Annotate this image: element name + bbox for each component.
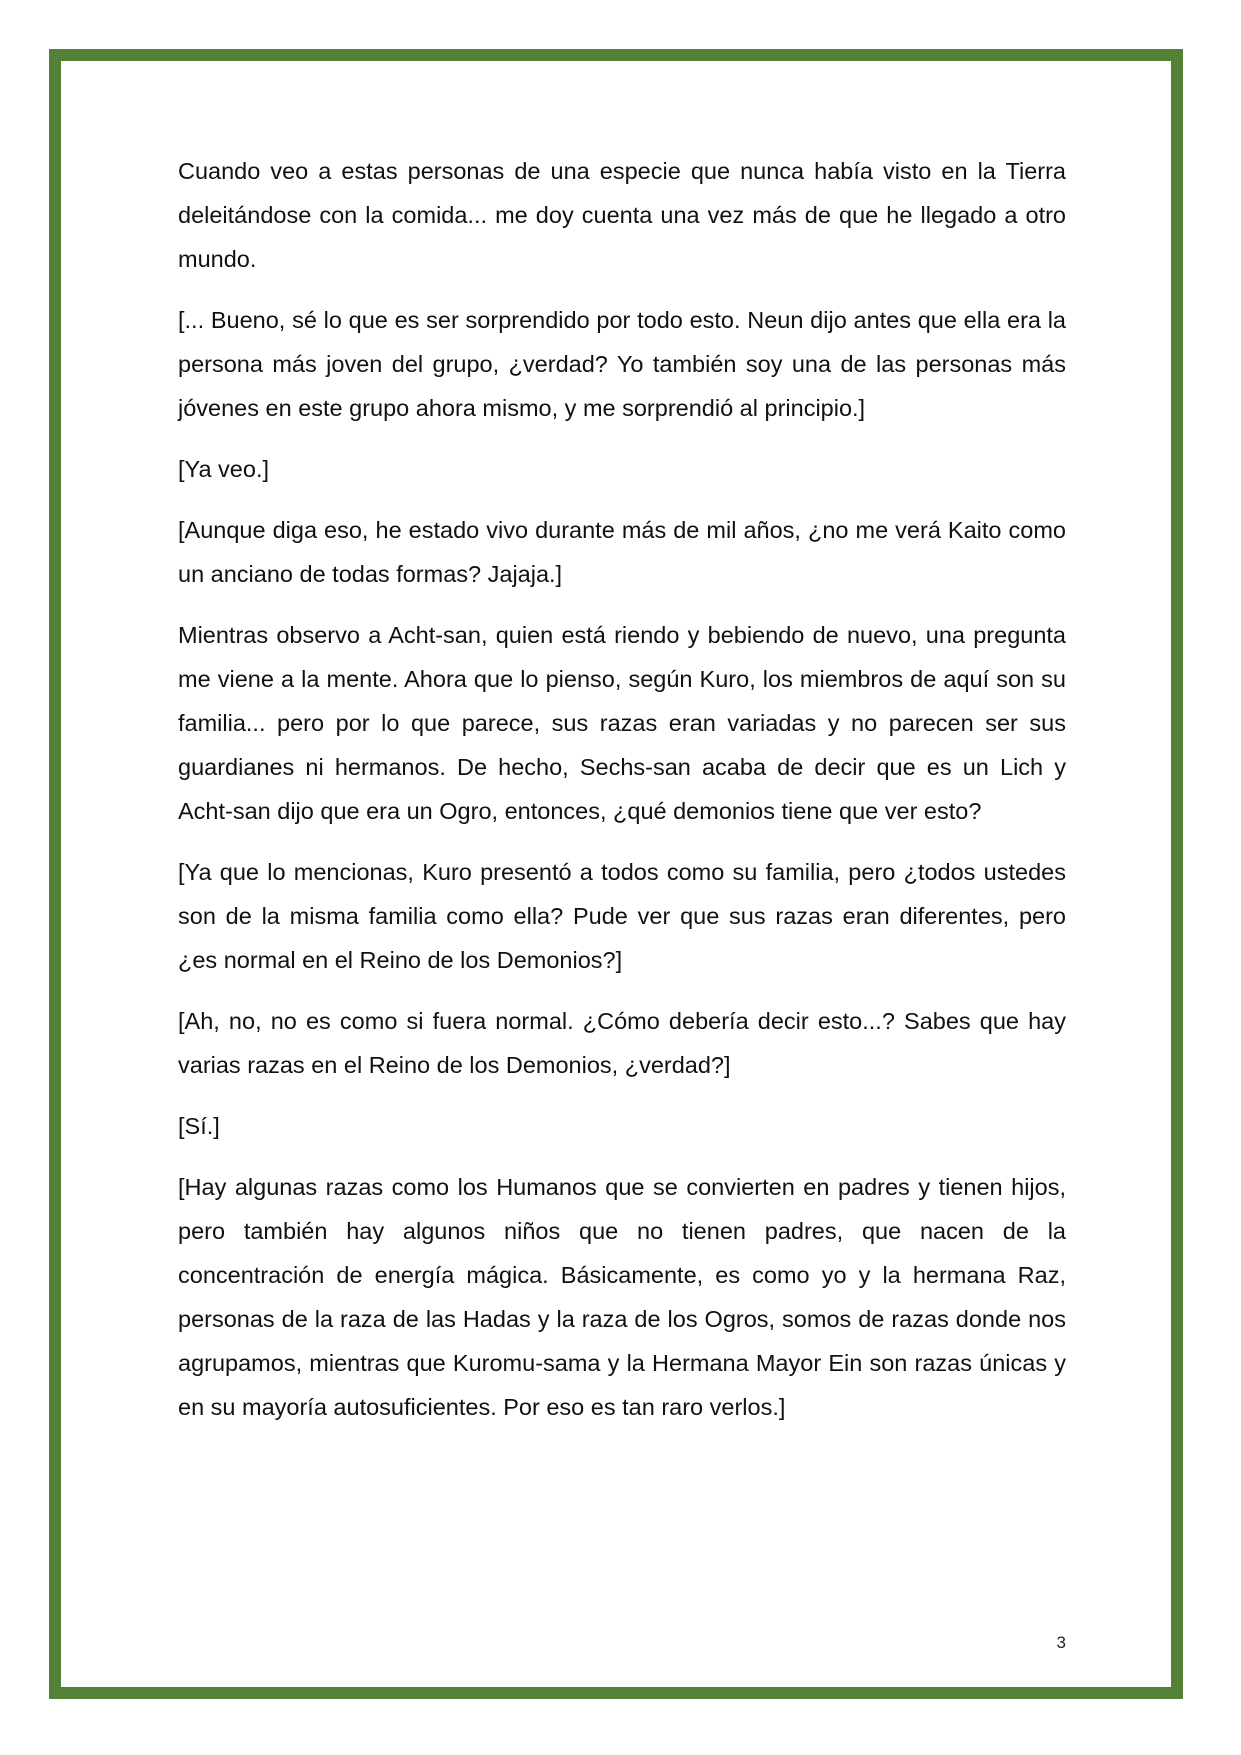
paragraph-3: [Ya veo.]: [178, 456, 270, 482]
paragraph-1: Cuando veo a estas personas de una especie que nunca había visto en la Tierra deleitándose con la comida... me doy cuenta una vez más de que he llegado a otro mundo.: [178, 158, 1066, 272]
document-body: [178, 149, 1066, 1446]
paragraph-8: [Sí.]: [178, 1113, 220, 1139]
paragraph-2: [... Bueno, sé lo que es ser sorprendido por todo esto. Neun dijo antes que ella era la persona más joven del grupo, ¿verdad? Yo también soy una de las personas más jóvenes en este grupo ahora mismo, y me sorprendió al principio.]: [178, 307, 1066, 421]
paragraph-9: [Hay algunas razas como los Humanos que se convierten en padres y tienen hijos, pero también hay algunos niños que no tienen padres, que nacen de la concentración de energía mágica. Básicamente, es como yo y la hermana Raz, personas de la raza de las Hadas y la raza de los Ogros, somos de razas donde nos agrupamos, mientras que Kuromu-sama y la Hermana Mayor Ein son razas únicas y en su mayoría autosuficientes. Por eso es tan raro verlos.]: [178, 1174, 1066, 1420]
paragraph-7: [Ah, no, no es como si fuera normal. ¿Cómo debería decir esto...? Sabes que hay varias razas en el Reino de los Demonios, ¿verdad?]: [178, 1008, 1066, 1078]
paragraph-4: [Aunque diga eso, he estado vivo durante más de mil años, ¿no me verá Kaito como un anciano de todas formas? Jajaja.]: [178, 517, 1066, 587]
paragraph-6: [Ya que lo mencionas, Kuro presentó a todos como su familia, pero ¿todos ustedes son de la misma familia como ella? Pude ver que sus razas eran diferentes, pero ¿es normal en el Reino de los Demonios?]: [178, 859, 1066, 973]
paragraph-5: Mientras observo a Acht-san, quien está riendo y bebiendo de nuevo, una pregunta me viene a la mente. Ahora que lo pienso, según Kuro, los miembros de aquí son su familia... pero por lo que parece, sus razas eran variadas y no parecen ser sus guardianes ni hermanos. De hecho, Sechs-san acaba de decir que es un Lich y Acht-san dijo que era un Ogro, entonces, ¿qué demonios tiene que ver esto?: [178, 622, 1066, 824]
page-number: 3: [1056, 1633, 1066, 1652]
